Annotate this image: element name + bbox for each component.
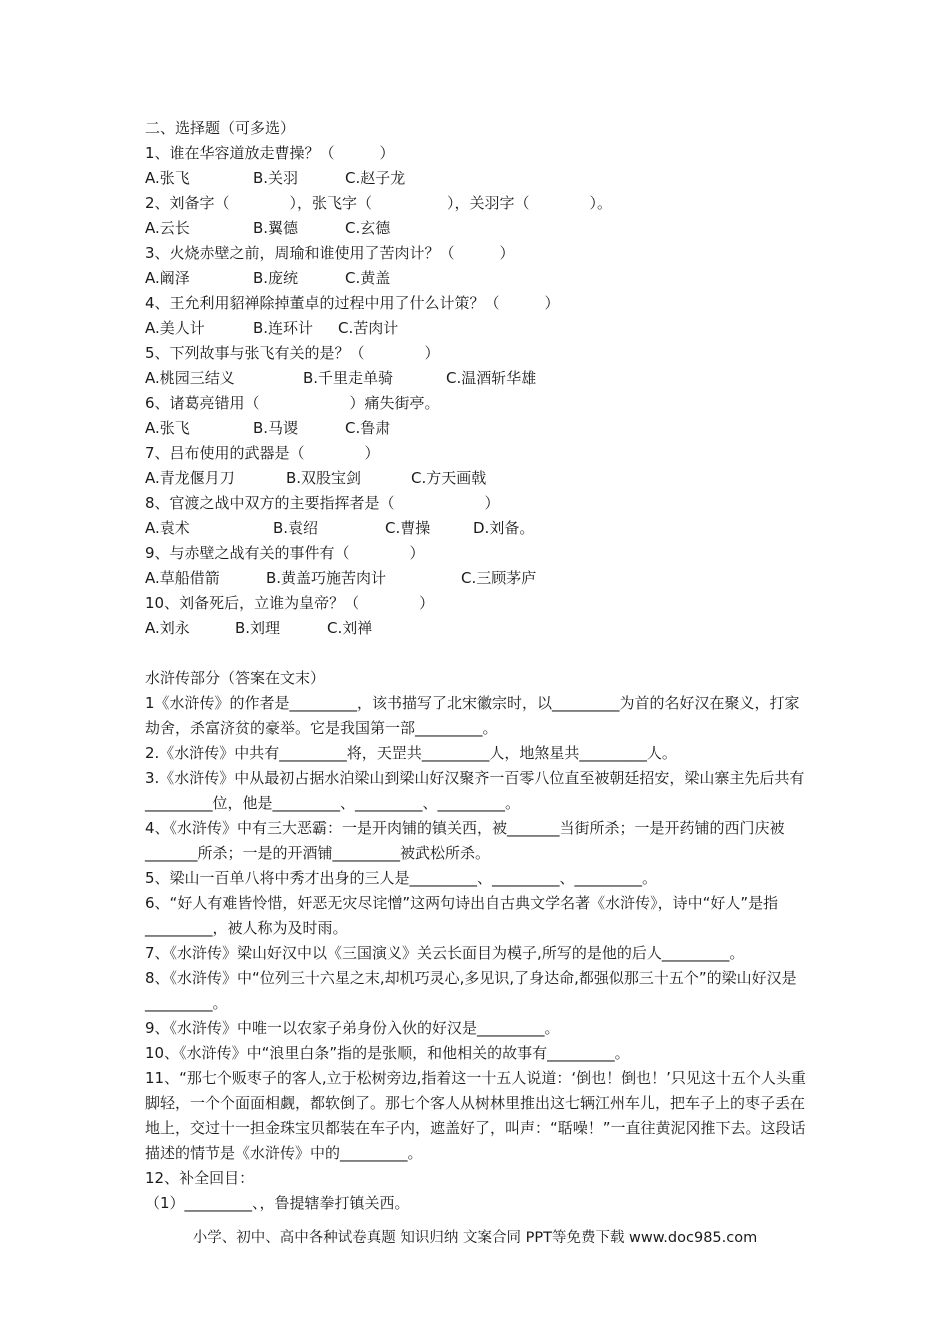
question-2: 2、刘备字（ ），张飞字（ ），关羽字（ ）。 — [145, 194, 613, 212]
option-c: C.苦肉计 — [338, 319, 399, 337]
option-b: B.翼德 — [253, 219, 299, 237]
option-c: C.曹操 — [385, 519, 431, 537]
spacer — [145, 641, 813, 666]
fill-question-2: 2.《水浒传》中共有_________将，天罡共_________人，地煞星共_________人。 — [145, 744, 677, 762]
options-3 — [145, 266, 813, 291]
option-d: D.刘备。 — [473, 519, 535, 537]
option-b: B.庞统 — [253, 269, 299, 287]
question-5: 5、下列故事与张飞有关的是？（ ） — [145, 344, 440, 362]
section-heading-shuihu: 水浒传部分（答案在文末） — [145, 669, 326, 687]
option-c: C.方天画戟 — [411, 469, 487, 487]
option-b: B.黄盖巧施苦肉计 — [266, 569, 387, 587]
options-10 — [145, 616, 813, 641]
option-c: C.三顾茅庐 — [461, 569, 537, 587]
document-body — [145, 116, 813, 1216]
option-b: B.马谡 — [253, 419, 299, 437]
fill-question-7: 7、《水浒传》梁山好汉中以《三国演义》关云长面目为模子,所写的是他的后人_________。 — [145, 944, 745, 962]
options-1 — [145, 166, 813, 191]
option-b: B.袁绍 — [273, 519, 319, 537]
option-c: C.赵子龙 — [345, 169, 406, 187]
question-8: 8、官渡之战中双方的主要指挥者是（ ） — [145, 494, 500, 512]
page-footer: 小学、初中、高中各种试卷真题 知识归纳 文案合同 PPT等免费下载 www.doc985.com — [192, 1230, 758, 1246]
question-4: 4、王允利用貂禅除掉董卓的过程中用了什么计策？（ ） — [145, 294, 560, 312]
option-a: A.刘永 — [145, 619, 190, 637]
question-3: 3、火烧赤壁之前，周瑜和谁使用了苦肉计？（ ） — [145, 244, 515, 262]
option-b: B.连环计 — [253, 319, 314, 337]
options-8 — [145, 516, 813, 541]
options-2 — [145, 216, 813, 241]
option-a: A.张飞 — [145, 169, 190, 187]
options-6 — [145, 416, 813, 441]
options-4 — [145, 316, 813, 341]
option-c: C.黄盖 — [345, 269, 391, 287]
option-c: C.鲁肃 — [345, 419, 391, 437]
option-b: B.关羽 — [253, 169, 299, 187]
option-a: A.袁术 — [145, 519, 190, 537]
fill-question-5: 5、梁山一百单八将中秀才出身的三人是_________、_________、_________。 — [145, 869, 658, 887]
options-7 — [145, 466, 813, 491]
option-b: B.双股宝剑 — [286, 469, 362, 487]
option-a: A.阚泽 — [145, 269, 190, 287]
option-b: B.千里走单骑 — [303, 369, 394, 387]
fill-question-3: 3.《水浒传》中从最初占据水泊梁山到梁山好汉聚齐一百零八位直至被朝廷招安，梁山寨主先后共有_________位，他是_________、_________、_________。 — [145, 769, 805, 812]
option-c: C.温酒斩华雄 — [446, 369, 537, 387]
option-a: A.美人计 — [145, 319, 205, 337]
options-5 — [145, 366, 813, 391]
option-c: C.玄德 — [345, 219, 391, 237]
option-a: A.草船借箭 — [145, 569, 220, 587]
option-a: A.桃园三结义 — [145, 369, 235, 387]
option-c: C.刘禅 — [327, 619, 373, 637]
option-a: A.张飞 — [145, 419, 190, 437]
fill-question-8: 8、《水浒传》中“位列三十六星之末,却机巧灵心,多见识,了身达命,都强似那三十五个”的梁山好汉是_________。 — [145, 969, 797, 1012]
fill-question-10: 10、《水浒传》中“浪里白条”指的是张顺，和他相关的故事有_________。 — [145, 1044, 630, 1062]
question-6: 6、诸葛亮错用（ ）痛失街亭。 — [145, 394, 440, 412]
question-9: 9、与赤壁之战有关的事件有（ ） — [145, 544, 425, 562]
option-a: A.云长 — [145, 219, 190, 237]
fill-question-6: 6、“好人有难皆怜惜，奸恶无灾尽诧憎”这两句诗出自古典文学名著《水浒传》，诗中“好人”是指_________，被人称为及时雨。 — [145, 894, 779, 937]
question-1: 1、谁在华容道放走曹操？（ ） — [145, 144, 395, 162]
fill-question-1: 1《水浒传》的作者是_________，该书描写了北宋徽宗时，以_________为首的名好汉在聚义，打家劫舍，杀富济贫的豪举。它是我国第一部_________。 — [145, 694, 800, 737]
option-a: A.青龙偃月刀 — [145, 469, 235, 487]
fill-question-9: 9、《水浒传》中唯一以农家子弟身份入伙的好汉是_________。 — [145, 1019, 560, 1037]
fill-question-12: 12、补全回目： — [145, 1169, 255, 1187]
options-9 — [145, 566, 813, 591]
fill-question-4: 4、《水浒传》中有三大恶霸：一是开肉铺的镇关西，被_______当街所杀；一是开药铺的西门庆被_______所杀；一是的开酒铺_________被武松所杀。 — [145, 819, 785, 862]
question-10: 10、刘备死后，立谁为皇帝？（ ） — [145, 594, 435, 612]
fill-question-12-1: （1）_________、，鲁提辖拳打镇关西。 — [145, 1194, 410, 1212]
option-b: B.刘理 — [235, 619, 281, 637]
fill-question-11: 11、“那七个贩枣子的客人,立于松树旁边,指着这一十五人说道：‘倒也！倒也！’只见这十五个人头重脚轻，一个个面面相觑，都软倒了。那七个客人从树林里推出这七辆江州车儿，把车子上的枣子丢在地上，交过十一担金珠宝贝都装在车子内，遮盖好了，叫声：“聒噪！”一直往黄泥冈推下去。这段话描述的情节是《水浒传》中的_________。 — [145, 1069, 806, 1162]
section-heading-choice: 二、选择题（可多选） — [145, 119, 296, 137]
question-7: 7、吕布使用的武器是（ ） — [145, 444, 380, 462]
